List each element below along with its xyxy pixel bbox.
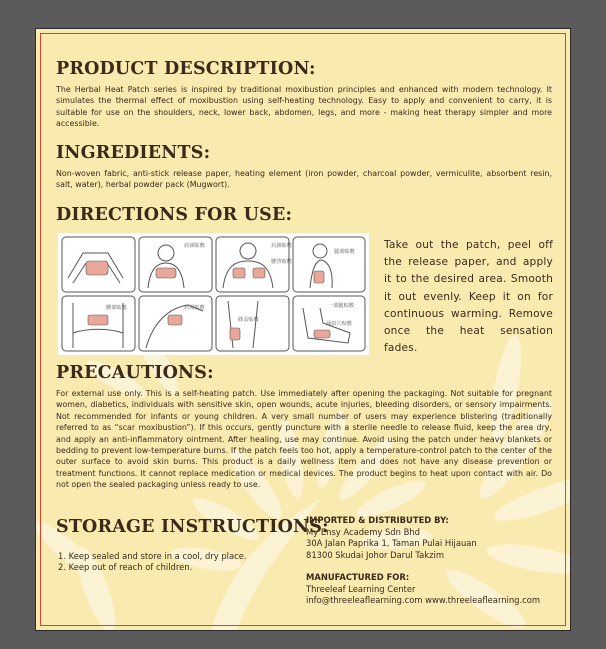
manufacturer-block: [306, 572, 540, 607]
storage-item: 1. Keep sealed and store in a cool, dry place.: [58, 551, 247, 561]
storage-title: STORAGE INSTRUCTIONS:: [56, 517, 329, 537]
figure-label: 肩周贴敷: [184, 305, 205, 311]
storage-item: 2. Keep out of reach of children.: [58, 562, 193, 573]
figure-label: 涌泉穴贴敷: [326, 321, 352, 327]
distributor-postcode: 81300 Skudai Johor Darul Takzim: [306, 549, 445, 560]
precautions-title: PRECAUTIONS:: [56, 363, 214, 383]
manufacturer-heading: MANUFACTURED FOR:: [306, 572, 410, 582]
manufacturer-contact: info@threeleaflearning.com www.threeleaflearning.com: [306, 595, 541, 605]
distributor-heading: IMPORTED & DISTRIBUTED BY:: [306, 515, 449, 525]
figure-label: 腿部贴敷: [334, 249, 355, 255]
directions-title: DIRECTIONS FOR USE:: [56, 205, 293, 225]
ingredients-title: INGREDIENTS:: [56, 143, 211, 163]
ingredients-text: Non-woven fabric, anti-stick release paper, heating element (iron powder, charcoal powder, vermiculite, absorbent resin, salt, water), herbal powder pack (Mugwort).: [56, 169, 552, 190]
figure-label: 腰背贴敷: [271, 259, 292, 265]
figure-label: 一部腿贴敷: [328, 303, 354, 309]
product-description-text: The Herbal Heat Patch series is inspired by traditional moxibustion principles and enhanced with modern technology. It simulates the thermal effect of moxibustion using self-heating technology. Easy to apply and convenient to carry, it is suitable for use on the shoulders, neck, lower back, abdomen, legs, and more - making heat therapy simpler and more accessible.: [56, 85, 552, 129]
distributor-block: [306, 515, 477, 561]
directions-text: Take out the patch, peel off the release paper, and apply it to the desired area. Smooth it out evenly. Keep it on for continuous warming. Remove once the heat sensation fades.: [384, 239, 553, 355]
distributor-name: My Ensy Academy Sdn Bhd: [306, 526, 420, 537]
precautions-text: For external use only. This is a self-heating patch. Use immediately after opening the packaging. Not suitable for pregnant women, diabetics, individuals with sensitive skin, open wounds, acute injuries, bleeding disorders, or sensory impairments. Not recommended for infants or young children. A very small number of users may experience blistering (traditionally referred to as “scar moxibustion”). If this occurs, gently puncture with a sterile needle to release fluid, keep the area dry, and apply an anti-inflammatory ointment. After healing, use may continue. Avoid using the patch under heavy blankets or bedding to prevent low-temperature burns. If the patch feels too hot, apply a temperature-control patch to the center of the outer surface to avoid skin burns. This product is a daily wellness item and does not have any disease prevention or treatment functions. It cannot replace medication or medical devices. The product begins to heat upon contact with air. Do not open the sealed packaging unless ready to use.: [56, 389, 552, 490]
figure-label: 肩颈贴敷: [271, 243, 292, 249]
figure-label: 膝盖贴敷: [238, 317, 259, 323]
product-label-sheet: [35, 28, 571, 631]
application-diagram-icon: [58, 233, 369, 355]
figure-label: 腰部贴敷: [106, 305, 127, 311]
distributor-address: 30A Jalan Paprika 1, Taman Pulai Hijauan: [306, 538, 477, 548]
manufacturer-name: Threeleaf Learning Center: [306, 583, 416, 594]
product-description-title: PRODUCT DESCRIPTION:: [56, 59, 316, 79]
figure-label: 肩颈贴敷: [184, 243, 205, 249]
storage-list: [58, 551, 247, 574]
